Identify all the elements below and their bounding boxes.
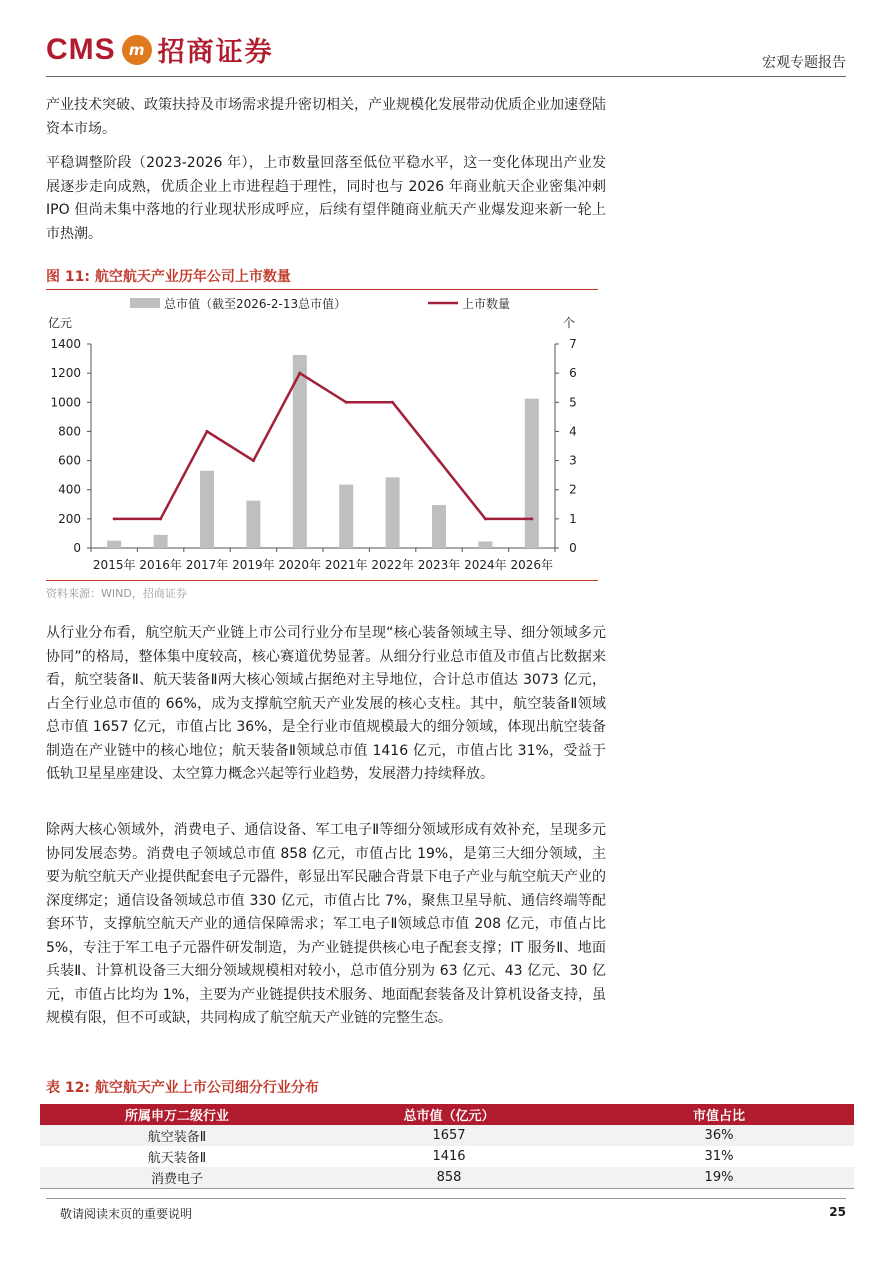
table-row <box>40 1167 854 1189</box>
right-tick-label: 3 <box>569 453 577 468</box>
right-tick-label: 4 <box>569 424 577 439</box>
paragraph-3: 从行业分布看，航空航天产业链上市公司行业分布呈现“核心装备领域主导、细分领域多元协同”的格局，整体集中度较高，核心赛道优势显著。从细分行业总市值及市值占比数据来看，航空装备Ⅱ、航天装备Ⅱ两大核心领域占据绝对主导地位，合计总市值达 3073 亿元，占全行业总市值的 66%，成为支撑航空航天产业发展的核心支柱。其中，航空装备Ⅱ领域总市值 1657 亿元，市值占比 36%，是全行业市值规模最大的细分领域，体现出航空装备制造在产业链中的核心地位；航天装备Ⅱ领域总市值 1416 亿元，市值占比 31%，受益于低轨卫星星座建设、太空算力概念兴起等行业趋势，发展潜力持续释放。 <box>46 625 606 782</box>
report-type: 宏观专题报告 <box>762 55 846 71</box>
left-tick-label: 800 <box>58 424 81 439</box>
page-number: 25 <box>829 1205 846 1219</box>
legend-bar-swatch <box>130 298 160 308</box>
x-tick-label: 2015年 <box>92 558 136 572</box>
paragraph-1: 产业技术突破、政策扶持及市场需求提升密切相关，产业规模化发展带动优质企业加速登陆资本市场。 <box>46 97 606 137</box>
legend-line-label: 上市数量 <box>462 297 511 311</box>
paragraph-2: 平稳调整阶段（2023-2026 年），上市数量回落至低位平稳水平，这一变化体现出产业发展逐步走向成熟，优质企业上市进程趋于理性，同时也与 2026 年商业航天企业密集冲刺 IPO 但尚未集中落地的行业现状形成呼应，后续有望伴随商业航天产业爆发迎来新一轮上市热潮。 <box>46 155 606 242</box>
left-tick-label: 600 <box>58 453 81 468</box>
footer-disclaimer: 敬请阅读末页的重要说明 <box>60 1207 193 1221</box>
x-tick-label: 2020年 <box>278 558 322 572</box>
x-tick-label: 2026年 <box>510 558 554 572</box>
chart <box>0 289 892 589</box>
table-title: 表 12: 航空航天产业上市公司细分行业分布 <box>46 1080 319 1096</box>
bar <box>432 505 446 548</box>
line-point <box>391 401 394 404</box>
right-axis-unit: 个 <box>562 316 576 330</box>
line-point <box>252 459 255 462</box>
bar <box>386 477 400 548</box>
header-industry: 所属申万二级行业 <box>40 1104 314 1125</box>
logo-badge-icon: m <box>122 35 152 65</box>
line-point <box>484 517 487 520</box>
x-tick-label: 2017年 <box>185 558 229 572</box>
left-axis-unit: 亿元 <box>47 316 73 330</box>
cell-share: 31% <box>704 1149 734 1164</box>
legend-bar-label: 总市值（截至2026-2-13总市值） <box>164 297 347 311</box>
logo-text: CMS <box>46 32 116 66</box>
bar <box>525 399 539 548</box>
paragraph-4: 除两大核心领域外，消费电子、通信设备、军工电子Ⅱ等细分领域形成有效补充，呈现多元协同发展态势。消费电子领域总市值 858 亿元，市值占比 19%，是第三大细分领域，主要为航空航天产业提供配套电子元器件，彰显出军民融合背景下电子产业与航空航天产业的深度绑定；通信设备领域总市值 330 亿元，市值占比 7%，聚焦卫星导航、通信终端等配套环节，支撑航空航天产业的通信保障需求；军工电子Ⅱ领域总市值 208 亿元，市值占比 5%，专注于军工电子元器件研发制造，为产业链提供核心电子配套支撑；IT 服务Ⅱ、地面兵装Ⅱ、计算机设备三大细分领域规模相对较小，总市值分别为 63 亿元、43 亿元、30 亿元，市值占比均为 1%，主要为产业链提供技术服务、地面配套装备及计算机设备支持，虽规模有限，但不可或缺，共同构成了航空航天产业链的完整生态。 <box>46 822 606 1026</box>
cell-share: 36% <box>584 1125 854 1146</box>
header-share: 市值占比 <box>584 1104 854 1125</box>
cell-market-cap: 1657 <box>314 1125 584 1146</box>
x-tick-label: 2021年 <box>324 558 368 572</box>
x-tick-label: 2022年 <box>371 558 414 572</box>
line-point <box>159 517 162 520</box>
bar <box>154 535 168 548</box>
header-market-cap: 总市值（亿元） <box>314 1104 584 1125</box>
bar <box>107 541 121 548</box>
cell-industry: 航天装备Ⅱ <box>147 1151 207 1166</box>
bar <box>200 471 214 548</box>
bar <box>339 485 353 548</box>
figure-bottom-rule <box>46 580 598 581</box>
line-point <box>113 517 116 520</box>
x-tick-label: 2023年 <box>417 558 461 572</box>
figure-source: 资料来源：WIND，招商证券 <box>46 587 187 600</box>
cell-industry: 航空装备Ⅱ <box>40 1125 314 1146</box>
cell-share: 19% <box>584 1167 854 1189</box>
cell-market-cap: 1416 <box>432 1149 466 1164</box>
left-tick-label: 400 <box>58 482 81 497</box>
cell-industry: 消费电子 <box>40 1167 314 1189</box>
line-point <box>438 459 441 462</box>
line-point <box>298 372 301 375</box>
company-logo <box>46 30 274 69</box>
right-tick-label: 6 <box>569 366 577 381</box>
left-tick-label: 0 <box>73 541 81 555</box>
footer-divider <box>46 1198 846 1199</box>
x-tick-label: 2024年 <box>464 558 507 572</box>
table-row <box>40 1146 854 1167</box>
x-tick-label: 2019年 <box>232 558 275 572</box>
table-row <box>40 1125 854 1146</box>
line-point <box>345 401 348 404</box>
right-tick-label: 1 <box>569 511 577 526</box>
line-series <box>114 373 532 519</box>
right-tick-label: 0 <box>569 541 577 555</box>
right-tick-label: 2 <box>569 482 577 497</box>
x-tick-label: 2016年 <box>139 558 182 572</box>
left-tick-label: 200 <box>58 511 81 526</box>
left-tick-label: 1000 <box>50 395 81 410</box>
bar <box>246 501 260 548</box>
left-tick-label: 1200 <box>50 366 81 381</box>
table-header-row <box>40 1104 854 1125</box>
left-tick-label: 1400 <box>50 337 81 351</box>
line-point <box>206 430 209 433</box>
header-divider <box>46 76 846 77</box>
right-tick-label: 5 <box>569 395 577 410</box>
line-point <box>530 517 533 520</box>
industry-table <box>40 1104 854 1189</box>
logo-cn: 招商证券 <box>157 37 274 68</box>
right-tick-label: 7 <box>569 337 577 351</box>
bar <box>478 541 492 548</box>
figure-title: 图 11: 航空航天产业历年公司上市数量 <box>46 269 291 285</box>
cell-market-cap: 858 <box>314 1167 584 1189</box>
